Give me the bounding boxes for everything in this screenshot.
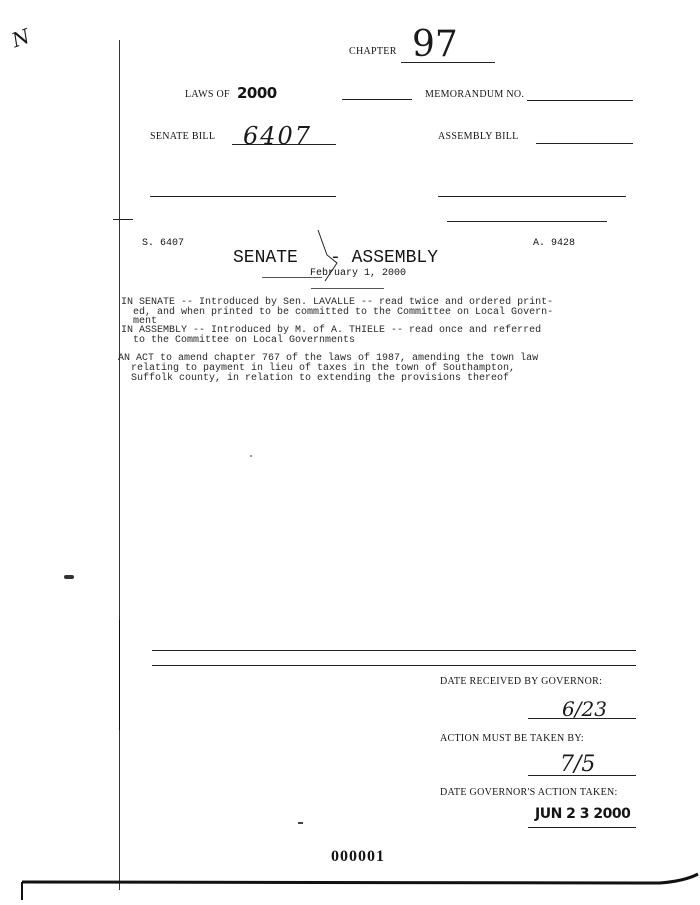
blank-line-1 <box>342 99 412 100</box>
scan-speck <box>64 575 74 579</box>
action-taken-underline <box>528 827 636 828</box>
page-number: 000001 <box>331 848 385 865</box>
received-date: 6/23 <box>562 697 607 721</box>
senate-bill-label: SENATE BILL <box>150 131 216 142</box>
corner-handwritten-mark: N <box>8 23 34 53</box>
senate-bill-number: 6407 <box>243 122 313 150</box>
senate-intro-line-1: IN SENATE -- Introduced by Sen. LAVALLE -- read twice and ordered print- <box>121 297 554 308</box>
action-label: ACTION MUST BE TAKEN BY: <box>440 733 585 744</box>
assembly-intro-line-1: IN ASSEMBLY -- Introduced by M. of A. THIELE -- read once and referred <box>121 325 542 336</box>
margin-tick <box>113 219 133 220</box>
assembly-bill-underline <box>536 143 633 144</box>
assembly-intro-line-2: to the Committee on Local Governments <box>133 335 356 346</box>
scan-speck <box>250 455 252 457</box>
laws-year-stamp: 2000 <box>237 84 277 102</box>
memorandum-label: MEMORANDUM NO. <box>425 89 525 100</box>
action-taken-stamp: JUN 2 3 2000 <box>535 806 631 822</box>
action-underline <box>528 775 636 776</box>
assembly-bill-label: ASSEMBLY BILL <box>438 131 519 142</box>
received-label: DATE RECEIVED BY GOVERNOR: <box>440 676 603 687</box>
assembly-number: A. 9428 <box>533 238 576 249</box>
act-line-1: AN ACT to amend chapter 767 of the laws of 1987, amending the town law <box>118 353 539 364</box>
date-underline-2 <box>311 288 384 289</box>
act-line-3: Suffolk county, in relation to extending the provisions thereof <box>131 373 510 384</box>
chapter-label: CHAPTER <box>349 46 397 57</box>
memorandum-underline <box>527 100 633 101</box>
action-date: 7/5 <box>560 752 596 777</box>
chapter-underline <box>401 62 495 63</box>
senate-number: S. 6407 <box>142 238 185 249</box>
title-assembly: - ASSEMBLY <box>330 248 439 268</box>
senate-intro-line-3: ment <box>133 316 158 327</box>
received-underline <box>528 718 636 719</box>
chapter-number: 97 <box>412 24 458 65</box>
scan-speck <box>298 822 303 824</box>
blank-line-2 <box>150 196 336 197</box>
title-senate: SENATE <box>233 248 298 268</box>
blank-line-4 <box>447 221 607 222</box>
separator-line-1 <box>152 650 636 651</box>
laws-of-label: LAWS OF <box>185 89 230 100</box>
senate-intro-line-2: ed, and when printed to be committed to the Committee on Local Govern- <box>133 307 554 318</box>
separator-line-2 <box>152 665 636 666</box>
left-vertical-rule <box>119 620 120 730</box>
bill-date: February 1, 2000 <box>310 268 407 279</box>
bottom-border <box>0 872 700 902</box>
left-margin-line <box>119 40 120 890</box>
date-underline-1 <box>262 277 322 278</box>
blank-line-3 <box>438 196 626 197</box>
act-line-2: relating to payment in lieu of taxes in the town of Southampton, <box>131 363 516 374</box>
action-taken-label: DATE GOVERNOR'S ACTION TAKEN: <box>440 787 618 798</box>
senate-bill-underline <box>232 144 336 145</box>
